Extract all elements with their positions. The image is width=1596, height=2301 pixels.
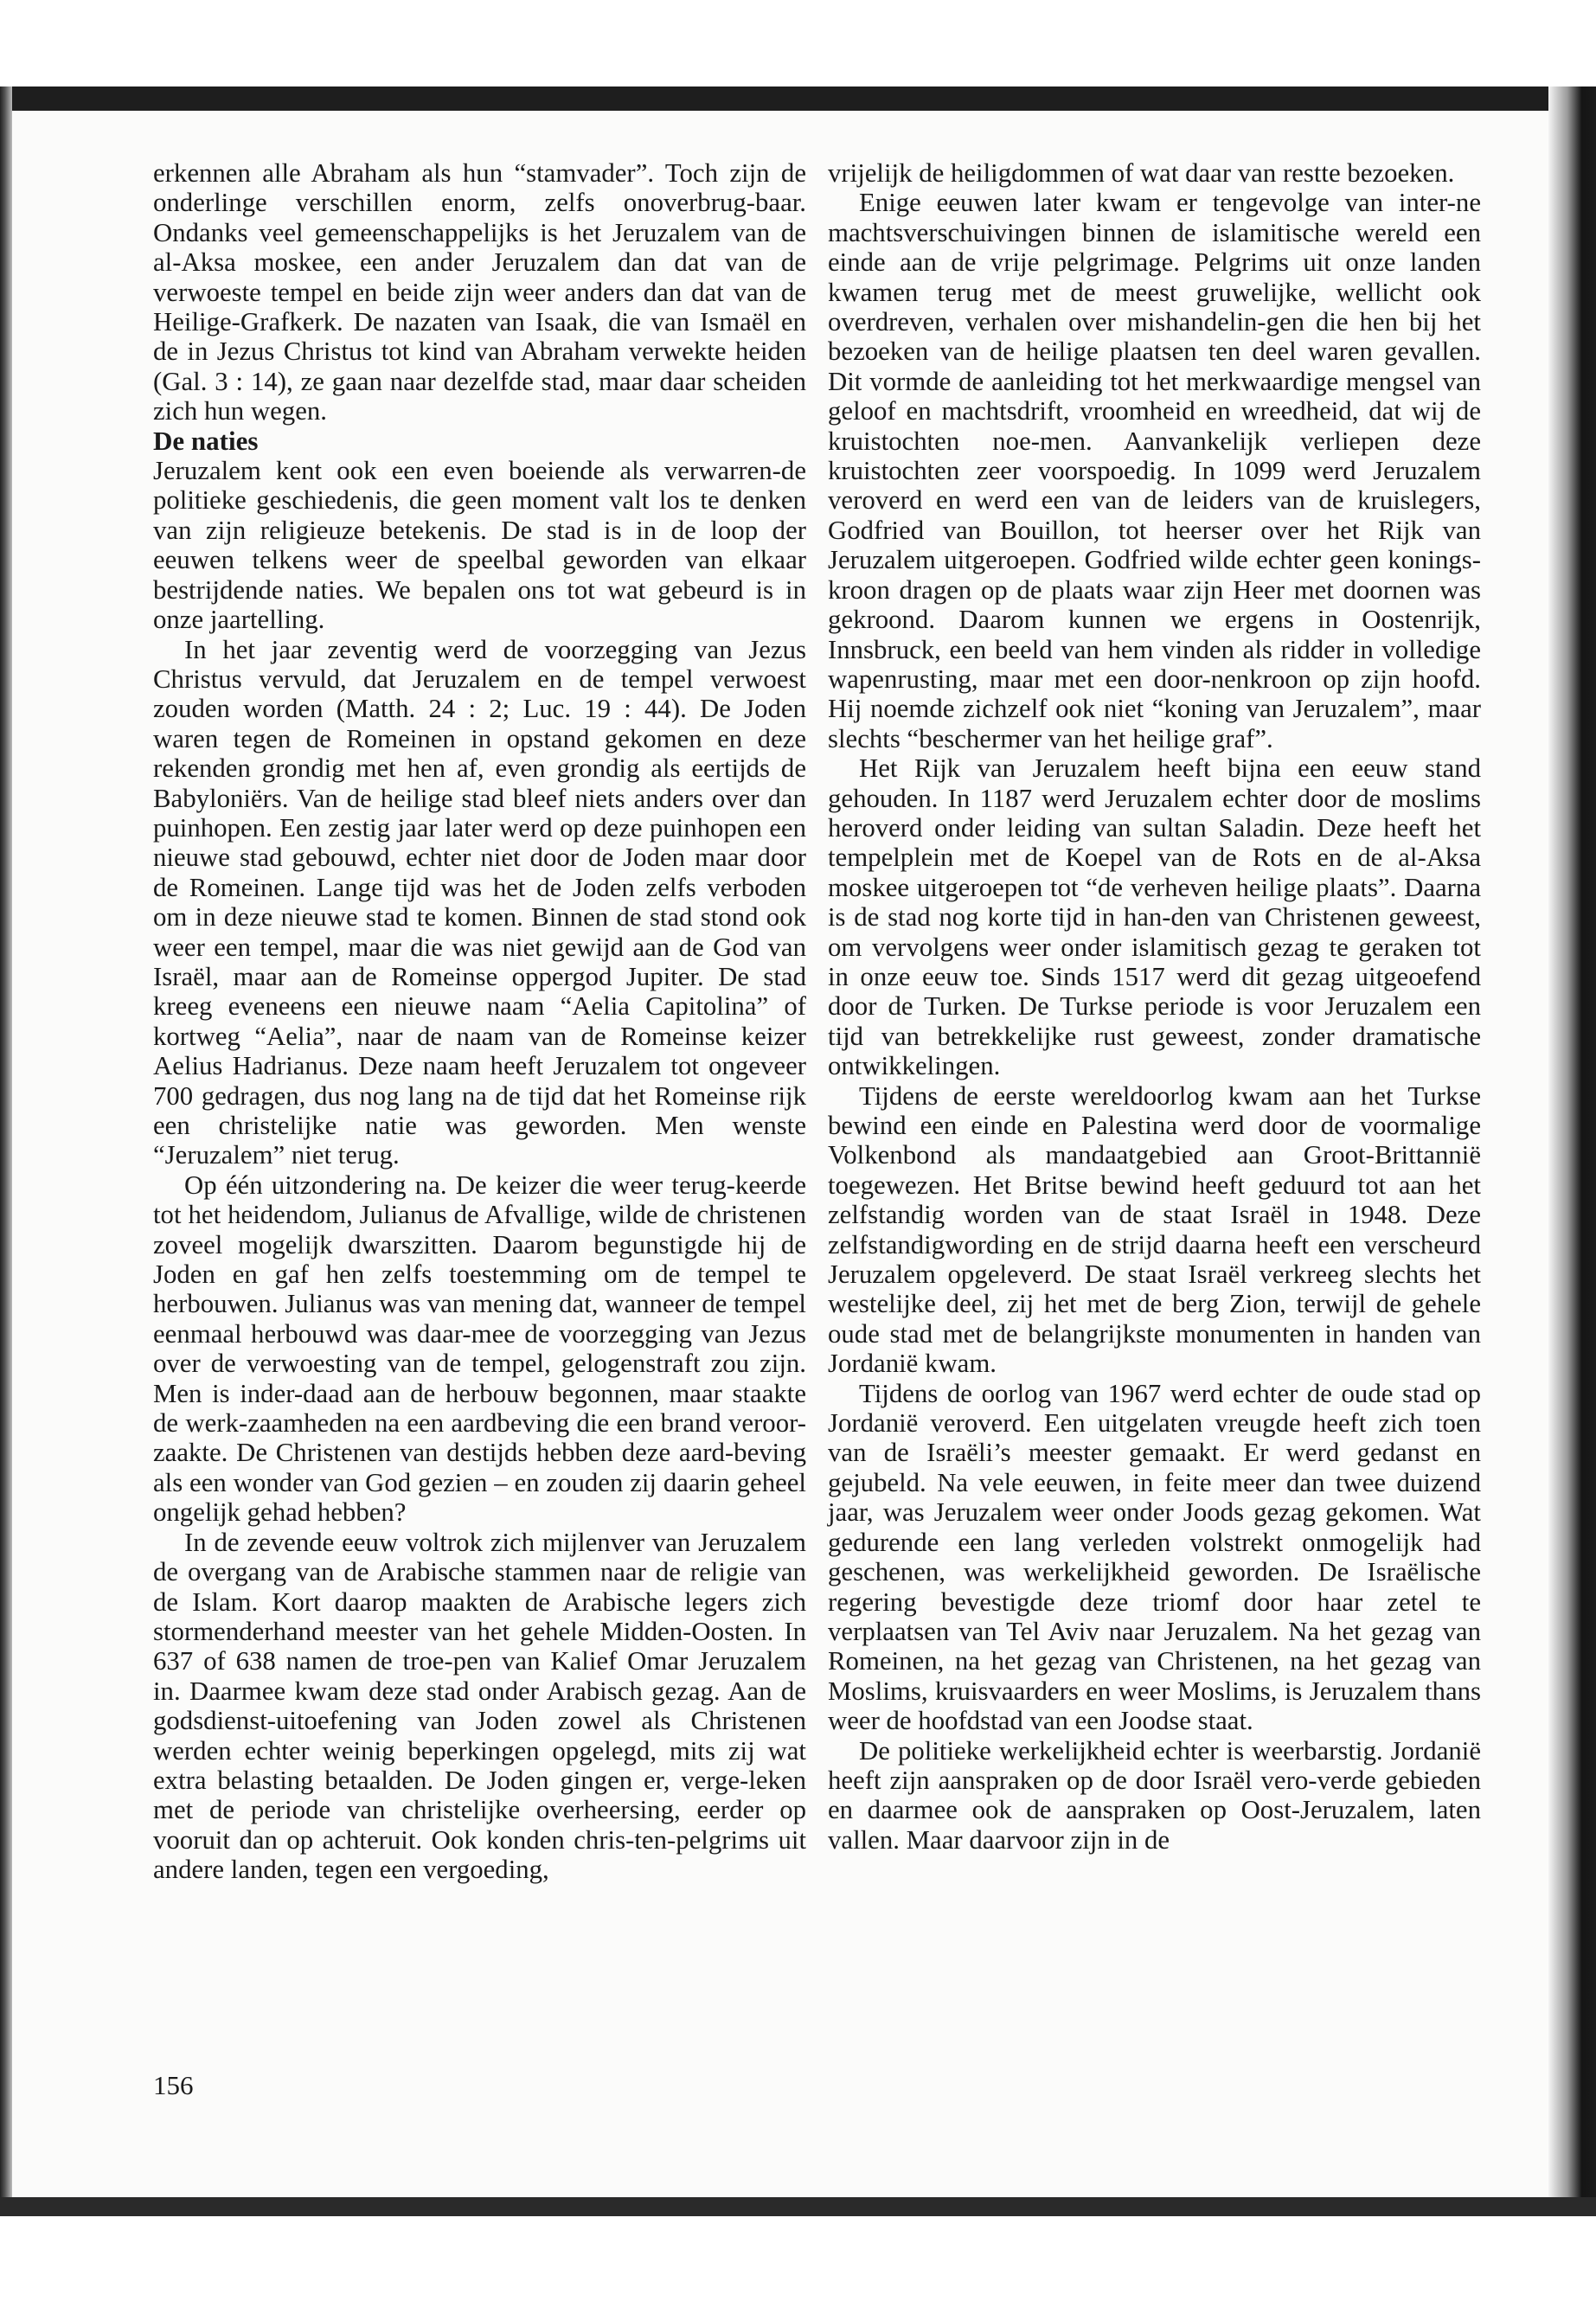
paragraph: Tijdens de oorlog van 1967 werd echter de oude stad op Jordanië veroverd. Een uitgelaten vreugde heeft zich toen van de Israëli’s meester gemaakt. Er werd gedanst en gejubeld. Na vele eeuwen, in feite meer dan twee duizend jaar, was Jeruzalem weer onder Joods gezag gekomen. Wat gedurende een lang verleden volstrekt onmogelijk had geschenen, was werkelijkheid geworden. De Israëlische regering bevestigde deze triomf door haar zetel te verplaatsen van Tel Aviv naar Jeruzalem. Na het gezag van Romeinen, na het gezag van Christenen, na het gezag van Moslims, kruisvaarders en weer Moslims, is Jeruzalem thans weer de hoofdstad van een Joodse staat. (828, 1378, 1481, 1736)
left-text-column (153, 158, 806, 1885)
paragraph: In het jaar zeventig werd de voorzegging van Jezus Christus vervuld, dat Jeruzalem en de tempel verwoest zouden worden (Matth. 24 : 2; Luc. 19 : 44). De Joden waren tegen de Romeinen in opstand gekomen en deze rekenden grondig met hen af, even grondig als eertijds de Babyloniërs. Van de heilige stad bleef niets anders over dan puinhopen. Een zestig jaar later werd op deze puinhopen een nieuwe stad gebouwd, echter niet door de Joden maar door de Romeinen. Lange tijd was het de Joden zelfs verboden om in deze nieuwe stad te komen. Binnen de stad stond ook weer een tempel, maar die was niet gewijd aan de God van Israël, maar aan de Romeinse oppergod Jupiter. De stad kreeg eveneens een nieuwe naam “Aelia Capitolina” of kortweg “Aelia”, naar de naam van de Romeinse keizer Aelius Hadrianus. Deze naam heeft Jeruzalem tot ongeveer 700 gedragen, dus nog lang na de tijd dat het Romeinse rijk een christelijke natie was geworden. Men wenste “Jeruzalem” niet terug. (153, 634, 806, 1170)
paragraph: Enige eeuwen later kwam er tengevolge van inter-ne machtsverschuivingen binnen de islamitische wereld een einde aan de vrije pelgrimage. Pelgrims uit onze landen kwamen terug met de meest gruwelijke, wellicht ook overdreven, verhalen over mishandelin-gen die hen bij het bezoeken van de heilige plaatsen ten deel waren gevallen. Dit vormde de aanleiding tot het merkwaardige mengsel van geloof en machtsdrift, vroomheid en wreedheid, dat wij de kruistochten noe-men. Aanvankelijk verliepen deze kruistochten zeer voorspoedig. In 1099 werd Jeruzalem veroverd en werd een van de leiders van de kruislegers, Godfried van Bouillon, tot heerser over het Rijk van Jeruzalem uitgeroepen. Godfried wilde echter geen konings-kroon dragen op de plaats waar zijn Heer met doornen was gekroond. Daarom kunnen we ergens in Oostenrijk, Innsbruck, een beeld van hem vinden als ridder in volledige wapenrusting, maar met een door-nenkroon op zijn hoofd. Hij noemde zichzelf ook niet “koning van Jeruzalem”, maar slechts “beschermer van het heilige graf”. (828, 188, 1481, 753)
paragraph: vrijelijk de heiligdommen of wat daar van restte bezoeken. (828, 158, 1455, 188)
paragraph: In de zevende eeuw voltrok zich mijlenver van Jeruzalem de overgang van de Arabische stammen naar de religie van de Islam. Kort daarop maakten de Arabische legers zich stormenderhand meester van het gehele Midden-Oosten. In 637 of 638 namen de troe-pen van Kalief Omar Jeruzalem in. Daarmee kwam deze stad onder Arabisch gezag. Aan de godsdienst-uitoefening van Joden zowel als Christenen werden echter weinig beperkingen opgelegd, mits zij wat extra belasting betaalden. De Joden gingen er, verge-leken met de periode van christelijke overheersing, eerder op vooruit dan op achteruit. Ook konden chris-ten-pelgrims uit andere landen, tegen een vergoeding, (153, 1527, 806, 1885)
scan-left-edge (0, 87, 12, 2216)
book-page (12, 111, 1548, 2197)
paragraph: Jeruzalem kent ook een even boeiende als verwarren-de politieke geschiedenis, die geen moment valt los te denken van zijn religieuze betekenis. De stad is in de loop der eeuwen telkens weer de speelbal geworden van elkaar bestrijdende naties. We bepalen ons tot wat gebeurd is in onze jaartelling. (153, 456, 806, 635)
paragraph: Tijdens de eerste wereldoorlog kwam aan het Turkse bewind een einde en Palestina werd door de voormalige Volkenbond als mandaatgebied aan Groot-Brittannië toegewezen. Het Britse bewind heeft geduurd tot aan het zelfstandig worden van de staat Israël in 1948. Deze zelfstandigwording en de strijd daarna heeft een verscheurd Jeruzalem opgeleverd. De staat Israël verkreeg slechts het westelijke deel, zij het met de berg Zion, terwijl de gehele oude stad met de belangrijkste monumenten in handen van Jordanië kwam. (828, 1080, 1481, 1379)
section-heading: De naties (153, 425, 259, 456)
scan-top-border (0, 87, 1596, 111)
page-number: 156 (153, 2070, 194, 2100)
scan-right-edge (1548, 87, 1596, 2216)
scan-bottom-border (0, 2197, 1596, 2216)
paragraph: Het Rijk van Jeruzalem heeft bijna een eeuw stand gehouden. In 1187 werd Jeruzalem echter door de moslims heroverd onder leiding van sultan Saladin. Deze heeft het tempelplein met de Koepel van de Rots en de al-Aksa moskee uitgeroepen tot “de verheven heilige plaats”. Daarna is de stad nog korte tijd in han-den van Christenen geweest, om vervolgens weer onder islamitisch gezag te geraken tot in onze eeuw toe. Sinds 1517 werd dit gezag uitgeoefend door de Turken. De Turkse periode is voor Jeruzalem een tijd van betrekkelijke rust geweest, zonder dramatische ontwikkelingen. (828, 753, 1481, 1081)
right-text-column (828, 158, 1481, 1855)
paragraph: erkennen alle Abraham als hun “stamvader”. Toch zijn de onderlinge verschillen enorm, zelfs onoverbrug-baar. Ondanks veel gemeenschappelijks is het Jeruzalem van de al-Aksa moskee, een ander Jeruzalem dan dat van de verwoeste tempel en beide zijn weer anders dan dat van de Heilige-Grafkerk. De nazaten van Isaak, die van Ismaël en de in Jezus Christus tot kind van Abraham verwekte heiden (Gal. 3 : 14), ze gaan naar dezelfde stad, maar daar scheiden zich hun wegen. (153, 158, 806, 426)
paragraph: Op één uitzondering na. De keizer die weer terug-keerde tot het heidendom, Julianus de Afvallige, wilde de christenen zoveel mogelijk dwarszitten. Daarom begunstigde hij de Joden en gaf hen zelfs toestemming om de tempel te herbouwen. Julianus was van mening dat, wanneer de tempel eenmaal herbouwd was daar-mee de voorzegging van Jezus over de verwoesting van de tempel, gelogenstraft zou zijn. Men is inder-daad aan de herbouw begonnen, maar staakte de werk-zaamheden na een aardbeving die een brand veroor-zaakte. De Christenen van destijds hebben deze aard-beving als een wonder van God gezien – en zouden zij daarin geheel ongelijk gehad hebben? (153, 1170, 806, 1528)
paragraph: De politieke werkelijkheid echter is weerbarstig. Jordanië heeft zijn aanspraken op de door Israël vero-verde gebieden en daarmee ook de aanspraken op Oost-Jeruzalem, laten vallen. Maar daarvoor zijn in de (828, 1735, 1481, 1855)
